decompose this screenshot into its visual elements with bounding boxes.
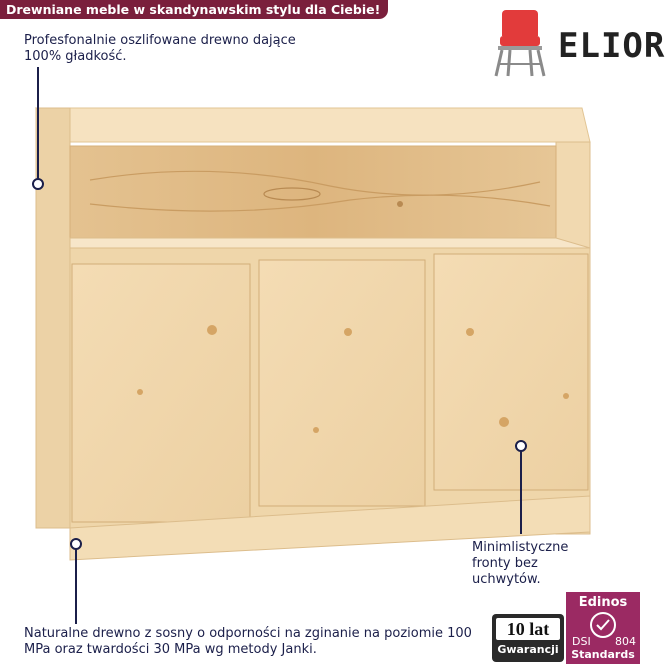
certificate-badge [566,592,640,664]
warranty-years: 10 lat [496,618,560,640]
callout-dot-pine [70,538,82,550]
callout-line-fronts [520,450,522,534]
promo-banner: Drewniane meble w skandynawskim stylu dla Ciebie! [0,0,388,19]
logo-text: ELIOR [558,26,665,66]
certificate-left: DSI [572,635,591,648]
feature-text-pine: Naturalne drewno z sosny o odporności na zginanie na poziomie 100 MPa oraz twardości 30 MPa wg metody Janki. [24,626,472,657]
warranty-badge [492,614,564,662]
feature-text-smooth: Profesfonalnie oszlifowane drewno dające 100% gładkość. [24,33,296,64]
warranty-label: Gwarancji [497,643,559,656]
callout-dot-fronts [515,440,527,452]
certificate-brand: Edinos [578,595,628,610]
feature-text-fronts: Minimlistyczne fronty bez uchwytów. [472,540,569,587]
certificate-label: Standards [571,648,635,661]
callout-dot-smooth [32,178,44,190]
brand-logo [488,6,665,78]
callout-line-pine [75,548,77,624]
sideboard-image [30,100,600,570]
chair-icon [488,6,552,78]
callout-line-smooth [37,67,39,181]
certificate-right: 804 [615,635,636,648]
